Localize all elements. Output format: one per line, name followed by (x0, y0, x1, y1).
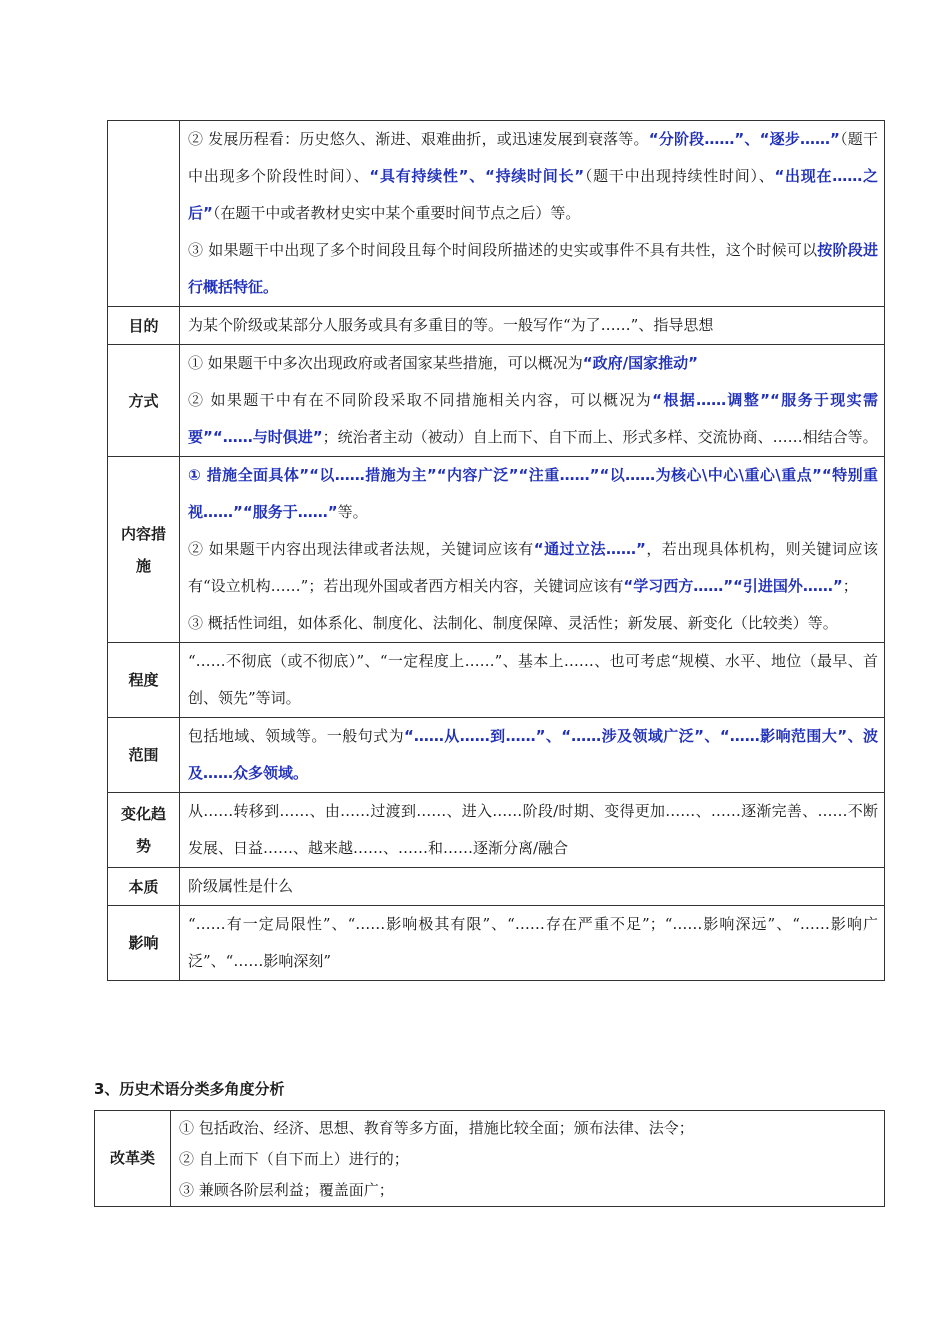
row-content (171, 1111, 885, 1207)
section-heading: 3、历史术语分类多角度分析 (94, 1080, 285, 1098)
row-label (108, 457, 180, 643)
keyword-highlight: 按阶段进行概括特征。 (188, 241, 878, 296)
content-text: ；统治者主动（被动）自上而下、自下而上、形式多样、交流协商、……相结合等。 (322, 428, 878, 446)
row-label: 范围 (108, 718, 180, 793)
content-paragraph (188, 345, 878, 382)
table-row (108, 643, 885, 718)
row-label-part: 内容措 (120, 524, 166, 543)
row-label (108, 121, 180, 307)
row-content (180, 457, 885, 643)
content-paragraph (188, 382, 878, 456)
content-text: 从……转移到……、由……过渡到……、进入……阶段/时期、变得更加……、……逐渐完善、……不断发展、日益……、越来越……、……和……逐渐分离/融合 (188, 802, 878, 857)
content-text: ② 自上而下（自下而上）进行的； (179, 1150, 409, 1168)
content-text: ① 包括政治、经济、思想、教育等多方面，措施比较全面；颁布法律、法令； (179, 1119, 694, 1137)
content-paragraph (188, 643, 878, 717)
keyword-highlight: “通过立法……” (533, 540, 646, 558)
row-content (180, 121, 885, 307)
content-text: （题干中出现多个阶段性时间）、 (188, 130, 878, 185)
row-content (180, 793, 885, 868)
row-label: 本质 (108, 868, 180, 906)
row-content (180, 906, 885, 981)
content-paragraph (188, 531, 878, 605)
table-row (95, 1111, 885, 1207)
keyword-highlight: “学习西方……”“引进国外……” (623, 577, 843, 595)
row-label: 方式 (108, 345, 180, 457)
row-content (180, 345, 885, 457)
content-paragraph (188, 232, 878, 306)
table-row (108, 121, 885, 307)
content-text: 为某个阶级或某部分人服务或具有多重目的等。一般写作“为了……”、指导思想 (188, 316, 714, 334)
table-row (108, 793, 885, 868)
keyword-highlight: “出现在……之后” (188, 167, 878, 222)
table-row (108, 906, 885, 981)
content-paragraph (179, 1175, 878, 1206)
row-content (180, 718, 885, 793)
row-label-part: 势 (135, 837, 151, 855)
content-text: 包括地域、领域等。一般句式为 (188, 727, 404, 745)
table-row (108, 307, 885, 345)
row-label: 程度 (108, 643, 180, 718)
content-paragraph (188, 605, 878, 642)
row-label-part: 变化趋 (120, 805, 166, 823)
content-text: “……有一定局限性”、“……影响极其有限”、“……存在严重不足”；“……影响深远”、“……影响广泛”、“……影响深刻” (188, 915, 878, 970)
row-content (180, 868, 885, 906)
keyword-highlight: “根据……调整”“服务于现实需要”“……与时俱进” (188, 391, 879, 446)
table-row (108, 457, 885, 643)
content-paragraph (188, 307, 878, 344)
feature-analysis-table (107, 120, 885, 981)
content-paragraph (188, 793, 878, 867)
content-paragraph (188, 457, 878, 531)
content-text: ③ 如果题干中出现了多个时间段且每个时间段所描述的史实或事件不具有共性，这个时候可以 (188, 241, 818, 259)
content-paragraph (179, 1113, 878, 1144)
content-text: “……不彻底（或不彻底）”、“一定程度上……”、基本上……、也可考虑“规模、水平、地位（最早、首创、领先”等词。 (188, 652, 878, 707)
content-text: ③ 概括性词组，如体系化、制度化、法制化、制度保障、灵活性；新发展、新变化（比较类）等。 (188, 614, 838, 632)
row-label (108, 793, 180, 868)
keyword-highlight: ① 措施全面具体”“以……措施为主”“内容广泛”“注重……”“以……为核心\中心\重心\重点”“特别重视……”“服务于……” (188, 466, 878, 521)
row-label-part: 施 (135, 556, 151, 575)
keyword-highlight: “……从……到……”、“……涉及领域广泛”、“……影响范围大”、波及……众多领域。 (188, 727, 878, 782)
content-paragraph (179, 1144, 878, 1175)
content-paragraph (188, 121, 878, 232)
row-content (180, 643, 885, 718)
content-paragraph (188, 868, 878, 905)
content-text: （题干中出现持续性时间）、 (584, 167, 775, 185)
table-row (108, 868, 885, 906)
row-label: 影响 (108, 906, 180, 981)
row-label: 目的 (108, 307, 180, 345)
row-content (180, 307, 885, 345)
content-text: ，若出现具体机构，则关键词应该有“设立机构……”；若出现外国或者西方相关内容，关键词应该有 (188, 540, 878, 595)
content-text: ② 发展历程看：历史悠久、渐进、艰难曲折，或迅速发展到衰落等。 (188, 130, 649, 148)
row-label: 改革类 (95, 1111, 171, 1207)
content-text: 等。 (337, 503, 368, 521)
content-paragraph (188, 906, 878, 980)
content-text: ； (842, 577, 858, 595)
content-text: （在题干中或者教材史实中某个重要时间节点之后）等。 (212, 204, 581, 222)
keyword-highlight: “分阶段……”、“逐步……” (648, 130, 840, 148)
keyword-highlight: “具有持续性”、“持续时间长” (369, 167, 585, 185)
keyword-highlight: “政府/国家推动” (582, 354, 698, 372)
content-paragraph (188, 718, 878, 792)
content-text: ③ 兼顾各阶层利益；覆盖面广； (179, 1181, 394, 1199)
table-row (108, 345, 885, 457)
term-classification-table (94, 1110, 885, 1207)
content-text: ① 如果题干中多次出现政府或者国家某些措施，可以概况为 (188, 354, 583, 372)
content-text: ② 如果题干中有在不同阶段采取不同措施相关内容，可以概况为 (188, 391, 653, 409)
table-row (108, 718, 885, 793)
content-text: ② 如果题干内容出现法律或者法规，关键词应该有 (188, 540, 534, 558)
content-text: 阶级属性是什么 (188, 877, 294, 895)
